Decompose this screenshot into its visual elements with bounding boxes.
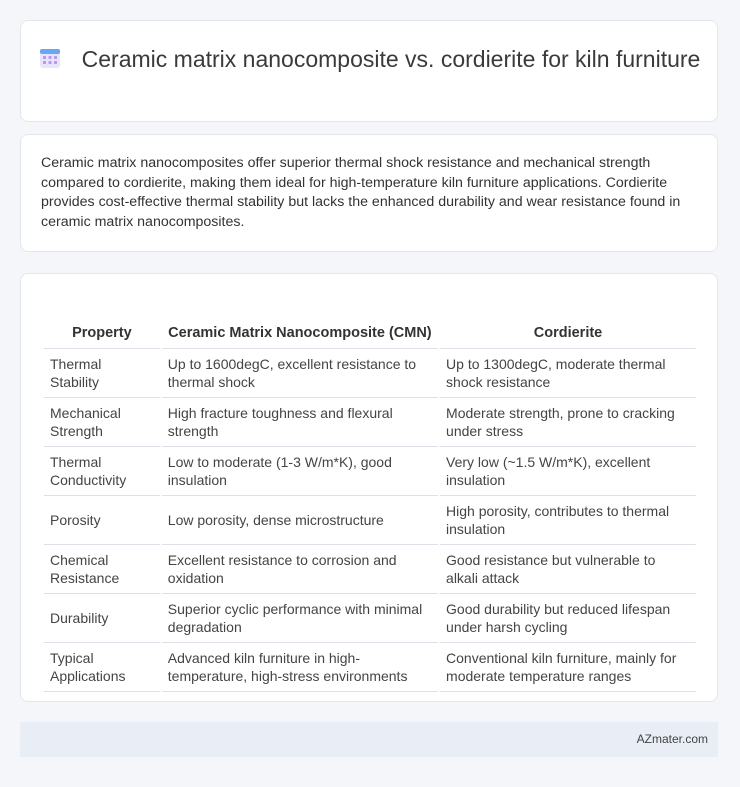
- comparison-table-card: [20, 273, 718, 702]
- property-cell: Thermal Conductivity: [44, 447, 160, 496]
- summary-card: [20, 134, 718, 252]
- cmn-cell: Up to 1600degC, excellent resistance to thermal shock: [162, 349, 438, 398]
- property-cell: Thermal Stability: [44, 349, 160, 398]
- table-row: [44, 349, 696, 398]
- property-cell: Chemical Resistance: [44, 545, 160, 594]
- cordierite-cell: High porosity, contributes to thermal insulation: [440, 496, 696, 545]
- summary-text: Ceramic matrix nanocomposites offer superior thermal shock resistance and mechanical strength compared to cordierite, making them ideal for high-temperature kiln furniture applications. Cordierite provides cost-effective thermal stability but lacks the enhanced durability and wear resistance found in ceramic matrix nanocomposites.: [41, 155, 681, 230]
- footer-bar: [20, 722, 718, 757]
- property-cell: Typical Applications: [44, 643, 160, 692]
- cmn-cell: Excellent resistance to corrosion and oxidation: [162, 545, 438, 594]
- table-row: [44, 594, 696, 643]
- cmn-cell: Advanced kiln furniture in high-temperature, high-stress environments: [162, 643, 438, 692]
- table-row: [44, 447, 696, 496]
- header-cordierite: Cordierite: [440, 294, 696, 349]
- property-cell: Durability: [44, 594, 160, 643]
- header-cmn: Ceramic Matrix Nanocomposite (CMN): [162, 294, 438, 349]
- property-cell: Mechanical Strength: [44, 398, 160, 447]
- table-row: [44, 496, 696, 545]
- cordierite-cell: Moderate strength, prone to cracking under stress: [440, 398, 696, 447]
- cordierite-cell: Good durability but reduced lifespan under harsh cycling: [440, 594, 696, 643]
- cmn-cell: Low to moderate (1-3 W/m*K), good insulation: [162, 447, 438, 496]
- cmn-cell: Superior cyclic performance with minimal degradation: [162, 594, 438, 643]
- cmn-cell: High fracture toughness and flexural strength: [162, 398, 438, 447]
- table-row: [44, 398, 696, 447]
- cordierite-cell: Conventional kiln furniture, mainly for moderate temperature ranges: [440, 643, 696, 692]
- page-title-wrap: [21, 45, 717, 74]
- cordierite-cell: Good resistance but vulnerable to alkali attack: [440, 545, 696, 594]
- calendar-grid-icon: [38, 46, 62, 70]
- page-title: Ceramic matrix nanocomposite vs. cordierite for kiln furniture: [81, 46, 701, 72]
- comparison-table: [42, 294, 698, 692]
- table-row: [44, 545, 696, 594]
- header-property: Property: [44, 294, 160, 349]
- cordierite-cell: Up to 1300degC, moderate thermal shock resistance: [440, 349, 696, 398]
- footer-source: AZmater.com: [636, 732, 708, 746]
- cordierite-cell: Very low (~1.5 W/m*K), excellent insulation: [440, 447, 696, 496]
- title-card: [20, 20, 718, 122]
- table-row: [44, 643, 696, 692]
- table-header-row: [44, 294, 696, 349]
- property-cell: Porosity: [44, 496, 160, 545]
- cmn-cell: Low porosity, dense microstructure: [162, 496, 438, 545]
